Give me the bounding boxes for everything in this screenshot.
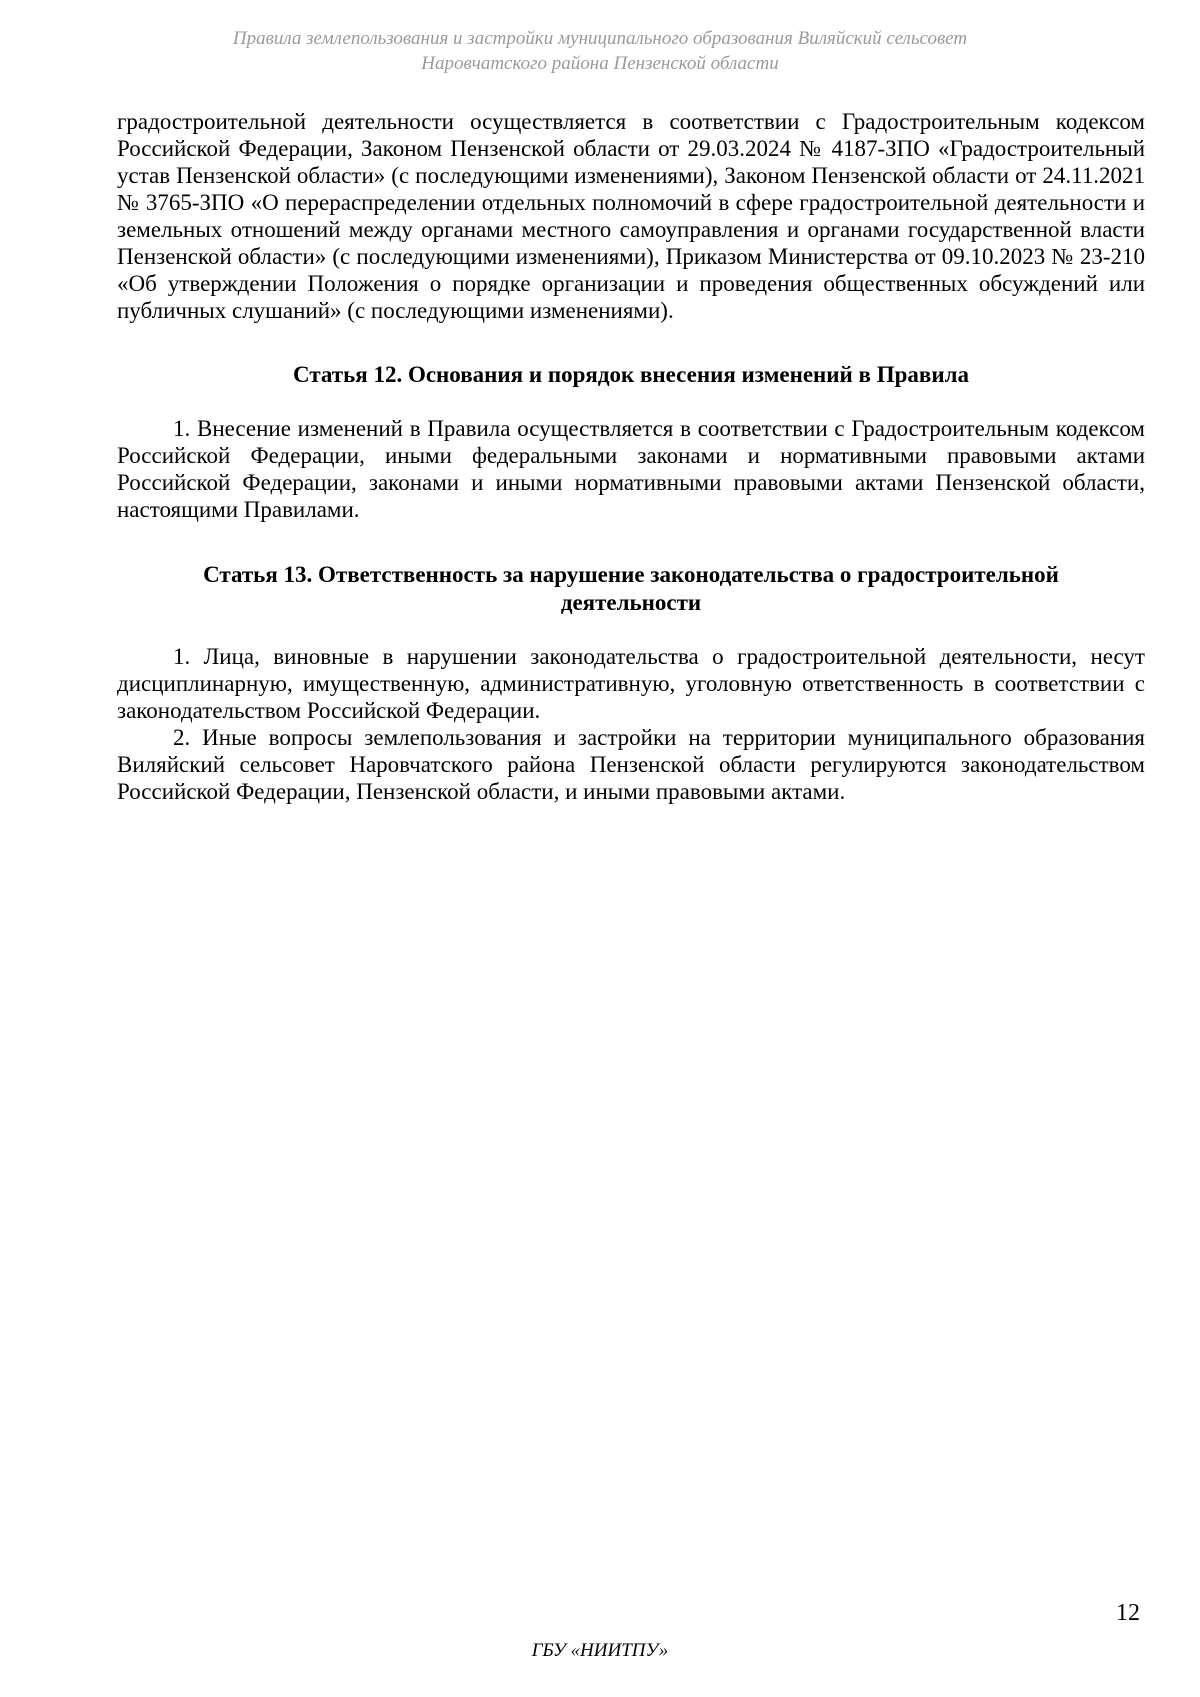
running-header (0, 26, 1200, 76)
page-number: 12 (1116, 1600, 1140, 1626)
article-13-item-1: 1. Лица, виновные в нарушении законодательства о градостроительной деятельности, несут дисциплинарную, имущественную, административную, уголовную ответственность в соответствии с законодательством Российской Федерации. (117, 644, 1145, 723)
article-13-title-line-1: Статья 13. Ответственность за нарушение законодательства о градостроительной (203, 562, 1059, 587)
article-12-item-1: 1. Внесение изменений в Правила осуществляется в соответствии с Градостроительным кодексом Российской Федерации, иными федеральными законами и нормативными правовыми актами Российской Федерации, законами и иными нормативными правовыми актами Пензенской области, настоящими Правилами. (117, 416, 1145, 522)
document-body (117, 108, 1145, 805)
article-13-item-2: 2. Иные вопросы землепользования и застройки на территории муниципального образования Виляйский сельсовет Наровчатского района Пензенской области регулируются законодательством Российской Федерации, Пензенской области, и иными правовыми актами. (117, 725, 1145, 804)
article-13-title-line-2: деятельности (560, 590, 702, 615)
article-13-title (117, 561, 1145, 617)
intro-paragraph: градостроительной деятельности осуществляется в соответствии с Градостроительным кодексом Российской Федерации, Законом Пензенской области от 29.03.2024 № 4187-ЗПО «Градостроительный устав Пензенской области» (с последующими изменениями), Законом Пензенской области от 24.11.2021 № 3765-ЗПО «О перераспределении отдельных полномочий в сфере градостроительной деятельности и земельных отношений между органами местного самоуправления и органами государственной власти Пензенской области» (с последующими изменениями), Приказом Министерства от 09.10.2023 № 23-210 «Об утверждении Положения о порядке организации и проведения общественных обсуждений или публичных слушаний» (с последующими изменениями). (117, 109, 1145, 323)
running-footer: ГБУ «НИИТПУ» (531, 1640, 669, 1661)
header-line-1: Правила землепользования и застройки муниципального образования Виляйский сельсовет (232, 28, 968, 49)
article-12-title: Статья 12. Основания и порядок внесения изменений в Правила (293, 362, 969, 387)
header-line-2: Наровчатского района Пензенской области (421, 53, 779, 74)
